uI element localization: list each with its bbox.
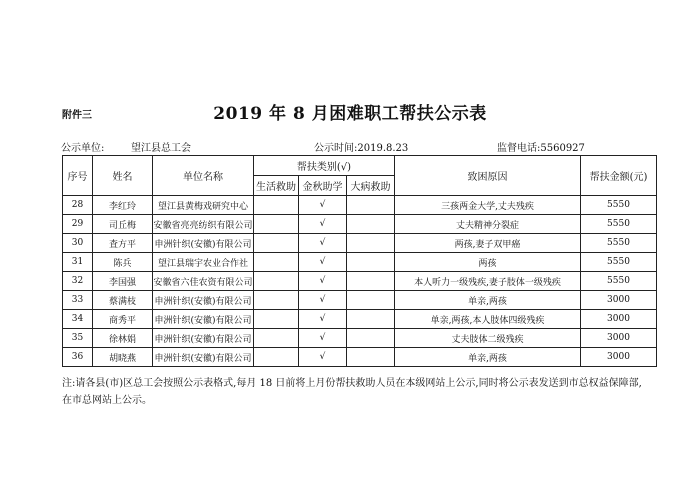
cell-living <box>254 329 299 348</box>
cell-reason: 丈夫肢体二级残疾 <box>395 329 581 348</box>
cell-illness <box>347 234 395 253</box>
header-category-education: 金秋助学 <box>299 176 347 196</box>
cell-education: √ <box>299 329 347 348</box>
cell-living <box>254 196 299 215</box>
supervision-phone: 监督电话:5560927 <box>497 143 585 154</box>
table-row <box>63 272 657 291</box>
table-row <box>63 348 657 367</box>
table-row <box>63 291 657 310</box>
cell-name: 商秀平 <box>93 310 153 329</box>
cell-employer: 安徽省亮亮纺织有限公司 <box>153 215 254 234</box>
cell-amount: 3000 <box>581 291 657 310</box>
cell-amount: 5550 <box>581 196 657 215</box>
cell-reason: 单亲,两孩,本人肢体四级残疾 <box>395 310 581 329</box>
cell-seq: 34 <box>63 310 93 329</box>
cell-illness <box>347 215 395 234</box>
attachment-label: 附件三 <box>62 110 92 121</box>
table-row <box>63 253 657 272</box>
publisher-name: 望江县总工会 <box>131 143 191 154</box>
cell-seq: 31 <box>63 253 93 272</box>
cell-education: √ <box>299 291 347 310</box>
publisher-label: 公示单位: <box>61 143 105 154</box>
cell-seq: 29 <box>63 215 93 234</box>
cell-seq: 33 <box>63 291 93 310</box>
cell-name: 蔡满枝 <box>93 291 153 310</box>
cell-employer: 望江县黄梅戏研究中心 <box>153 196 254 215</box>
cell-employer: 申洲针织(安徽)有限公司 <box>153 310 254 329</box>
cell-amount: 5550 <box>581 234 657 253</box>
cell-name: 司丘梅 <box>93 215 153 234</box>
cell-illness <box>347 348 395 367</box>
header-category-illness: 大病救助 <box>347 176 395 196</box>
cell-education: √ <box>299 215 347 234</box>
header-seq: 序号 <box>63 156 93 196</box>
table-row <box>63 329 657 348</box>
cell-living <box>254 215 299 234</box>
cell-employer: 望江县瑞宇农业合作社 <box>153 253 254 272</box>
cell-amount: 5550 <box>581 253 657 272</box>
header-reason: 致困原因 <box>395 156 581 196</box>
cell-illness <box>347 196 395 215</box>
cell-name: 李国强 <box>93 272 153 291</box>
cell-living <box>254 348 299 367</box>
table-row <box>63 234 657 253</box>
cell-reason: 单亲,两孩 <box>395 348 581 367</box>
cell-seq: 36 <box>63 348 93 367</box>
publish-time: 公示时间:2019.8.23 <box>314 143 409 154</box>
cell-name: 胡晓燕 <box>93 348 153 367</box>
cell-reason: 本人听力一级残疾,妻子肢体一级残疾 <box>395 272 581 291</box>
table-row <box>63 215 657 234</box>
cell-amount: 3000 <box>581 310 657 329</box>
cell-name: 李红玲 <box>93 196 153 215</box>
cell-education: √ <box>299 348 347 367</box>
header-amount: 帮扶金额(元) <box>581 156 657 196</box>
cell-illness <box>347 253 395 272</box>
cell-reason: 丈夫精神分裂症 <box>395 215 581 234</box>
cell-reason: 单亲,两孩 <box>395 291 581 310</box>
cell-amount: 3000 <box>581 348 657 367</box>
cell-name: 査方平 <box>93 234 153 253</box>
header-name: 姓名 <box>93 156 153 196</box>
table-row <box>63 196 657 215</box>
cell-seq: 28 <box>63 196 93 215</box>
cell-education: √ <box>299 234 347 253</box>
footnote: 注:请各县(市)区总工会按照公示表格式,每月 18 日前将上月份帮扶救助人员在本级网站上公示,同时将公示表发送到市总权益保障部,在市总网站上公示。 <box>62 378 642 406</box>
cell-education: √ <box>299 310 347 329</box>
cell-illness <box>347 329 395 348</box>
cell-reason: 三孩两金大学,丈夫残疾 <box>395 196 581 215</box>
cell-name: 徐林娟 <box>93 329 153 348</box>
cell-employer: 申洲针织(安徽)有限公司 <box>153 348 254 367</box>
table-row <box>63 310 657 329</box>
cell-reason: 两孩 <box>395 253 581 272</box>
cell-employer: 申洲针织(安徽)有限公司 <box>153 234 254 253</box>
header-category-living: 生活救助 <box>254 176 299 196</box>
header-employer: 单位名称 <box>153 156 254 196</box>
assistance-table <box>62 155 657 367</box>
cell-illness <box>347 272 395 291</box>
cell-education: √ <box>299 196 347 215</box>
cell-illness <box>347 310 395 329</box>
cell-amount: 5550 <box>581 215 657 234</box>
cell-employer: 申洲针织(安徽)有限公司 <box>153 329 254 348</box>
cell-illness <box>347 291 395 310</box>
cell-reason: 两孩,妻子双甲癌 <box>395 234 581 253</box>
cell-living <box>254 272 299 291</box>
cell-living <box>254 234 299 253</box>
cell-name: 陈兵 <box>93 253 153 272</box>
cell-amount: 3000 <box>581 329 657 348</box>
cell-seq: 30 <box>63 234 93 253</box>
cell-living <box>254 253 299 272</box>
header-category-group: 帮扶类别(√) <box>254 156 395 176</box>
cell-living <box>254 310 299 329</box>
cell-employer: 申洲针织(安徽)有限公司 <box>153 291 254 310</box>
cell-amount: 5550 <box>581 272 657 291</box>
cell-education: √ <box>299 272 347 291</box>
page-title: 2019 年 8 月困难职工帮扶公示表 <box>213 104 487 124</box>
cell-employer: 安徽省六佳农资有限公司 <box>153 272 254 291</box>
cell-seq: 35 <box>63 329 93 348</box>
cell-seq: 32 <box>63 272 93 291</box>
cell-living <box>254 291 299 310</box>
cell-education: √ <box>299 253 347 272</box>
